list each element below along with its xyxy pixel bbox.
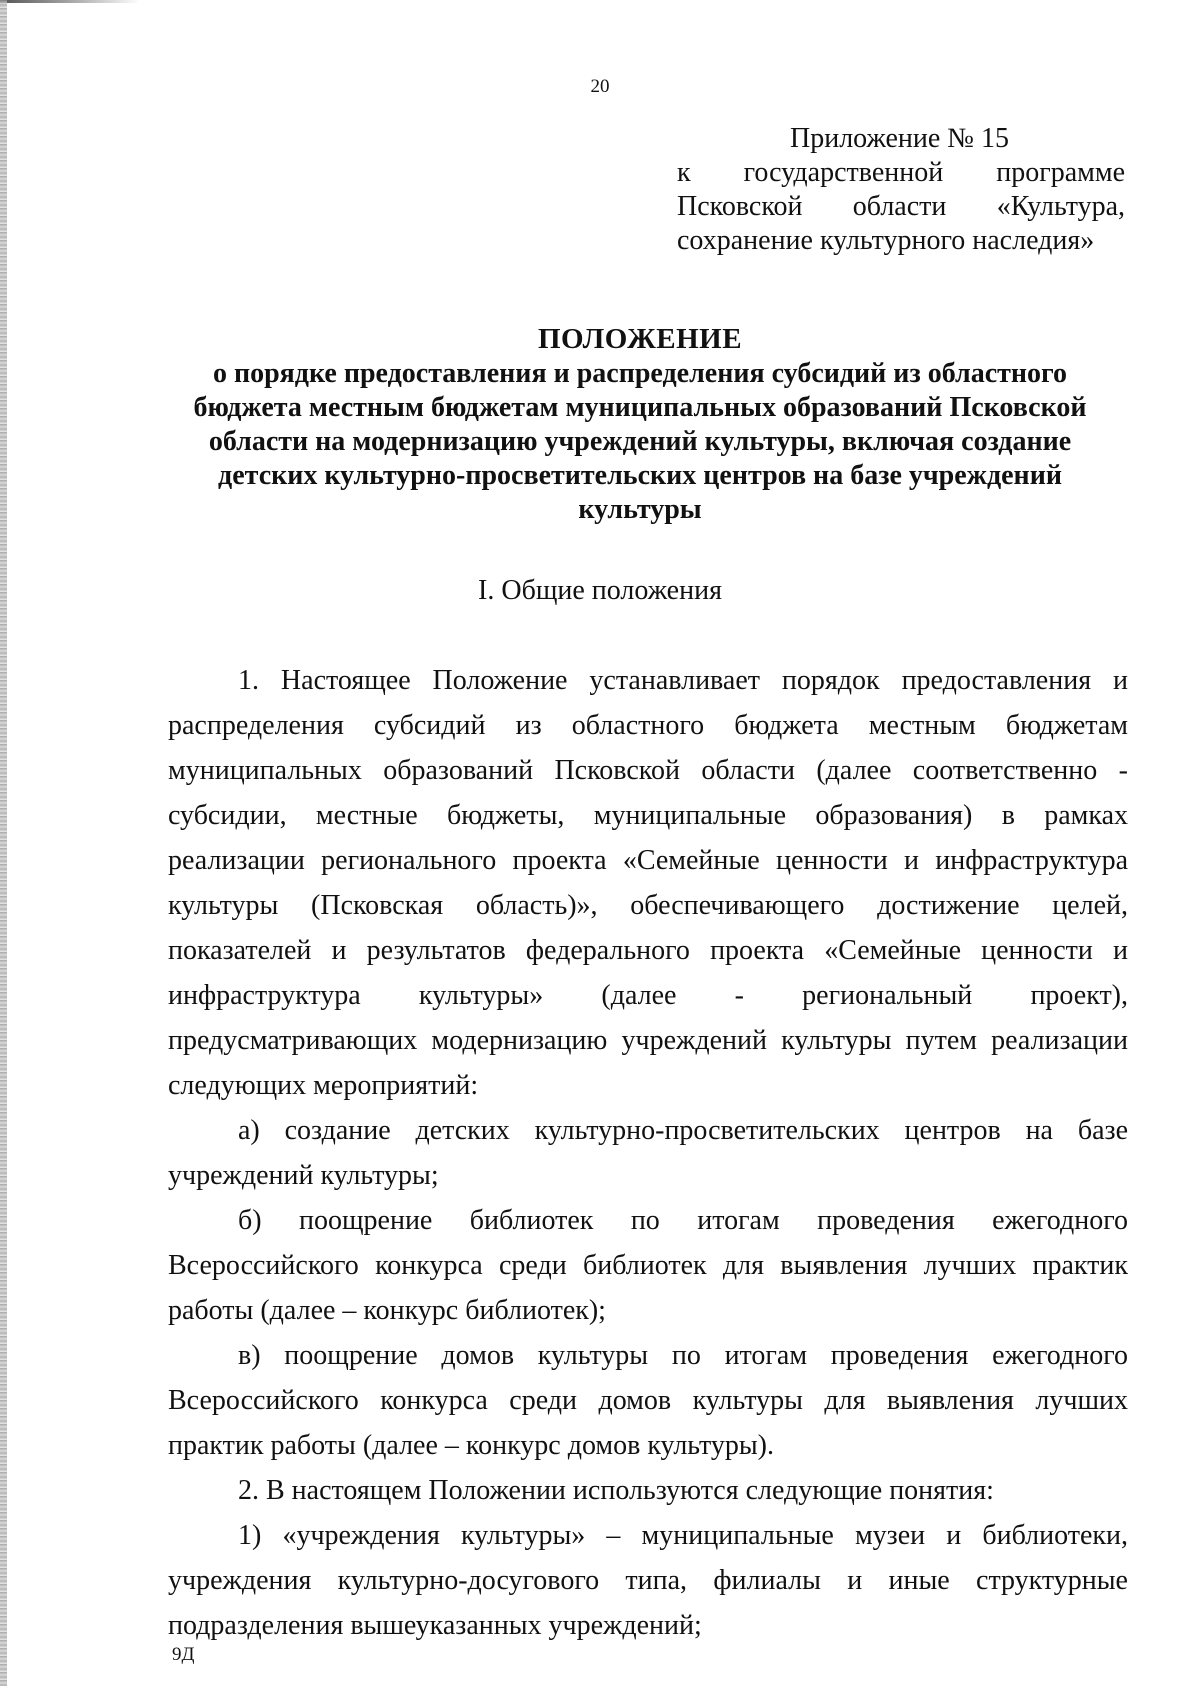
paragraph: в) поощрение домов культуры по итогам проведения ежегодного Всероссийского конкурса среди домов культуры для выявления лучших практик работы (далее – конкурс домов культуры). [168,1340,1128,1461]
body-text [168,658,1128,1648]
scan-left-edge [0,0,7,1686]
paragraph: б) поощрение библиотек по итогам проведения ежегодного Всероссийского конкурса среди библиотек для выявления лучших практик работы (далее – конкурс библиотек); [168,1205,1128,1326]
section-heading: I. Общие положения [478,575,722,606]
paragraph: 1) «учреждения культуры» – муниципальные музеи и библиотеки, учреждения культурно-досугового типа, филиалы и иные структурные подразделения вышеуказанных учреждений; [168,1520,1128,1641]
paragraph: 1. Настоящее Положение устанавливает порядок предоставления и распределения субсидий из областного бюджета местным бюджетам муниципальных образований Псковской области (далее соответственно - субсидии, местные бюджеты, муниципальные образования) в рамках реализации регионального проекта «Семейные ценности и инфраструктура культуры (Псковская область)», обеспечивающего достижение целей, показателей и результатов федерального проекта «Семейные ценности и инфраструктура культуры» (далее - региональный проект), предусматривающих модернизацию учреждений культуры путем реализации следующих мероприятий: [168,665,1128,1101]
appendix-line: к государственной программе [677,157,1125,188]
paragraph: а) создание детских культурно-просветительских центров на базе учреждений культуры; [168,1115,1128,1191]
footer-code: 9Д [172,1644,195,1665]
appendix-title: Приложение № 15 [790,123,1009,154]
scan-top-edge [0,0,1200,3]
appendix-line: Псковской области «Культура, [677,191,1125,222]
paragraph: 2. В настоящем Положении используются следующие понятия: [238,1475,994,1506]
appendix-line: сохранение культурного наследия» [677,225,1095,256]
appendix-block [677,122,1125,258]
document-title-block [180,322,1100,527]
document-subtitle: о порядке предоставления и распределения субсидий из областного бюджета местным бюджетам муниципальных образований Псковской области на модернизацию учреждений культуры, включая создание детских культурно-просветительских центров на базе учреждений культуры [193,358,1087,525]
page-number: 20 [590,76,610,97]
document-title: ПОЛОЖЕНИЕ [537,323,743,355]
